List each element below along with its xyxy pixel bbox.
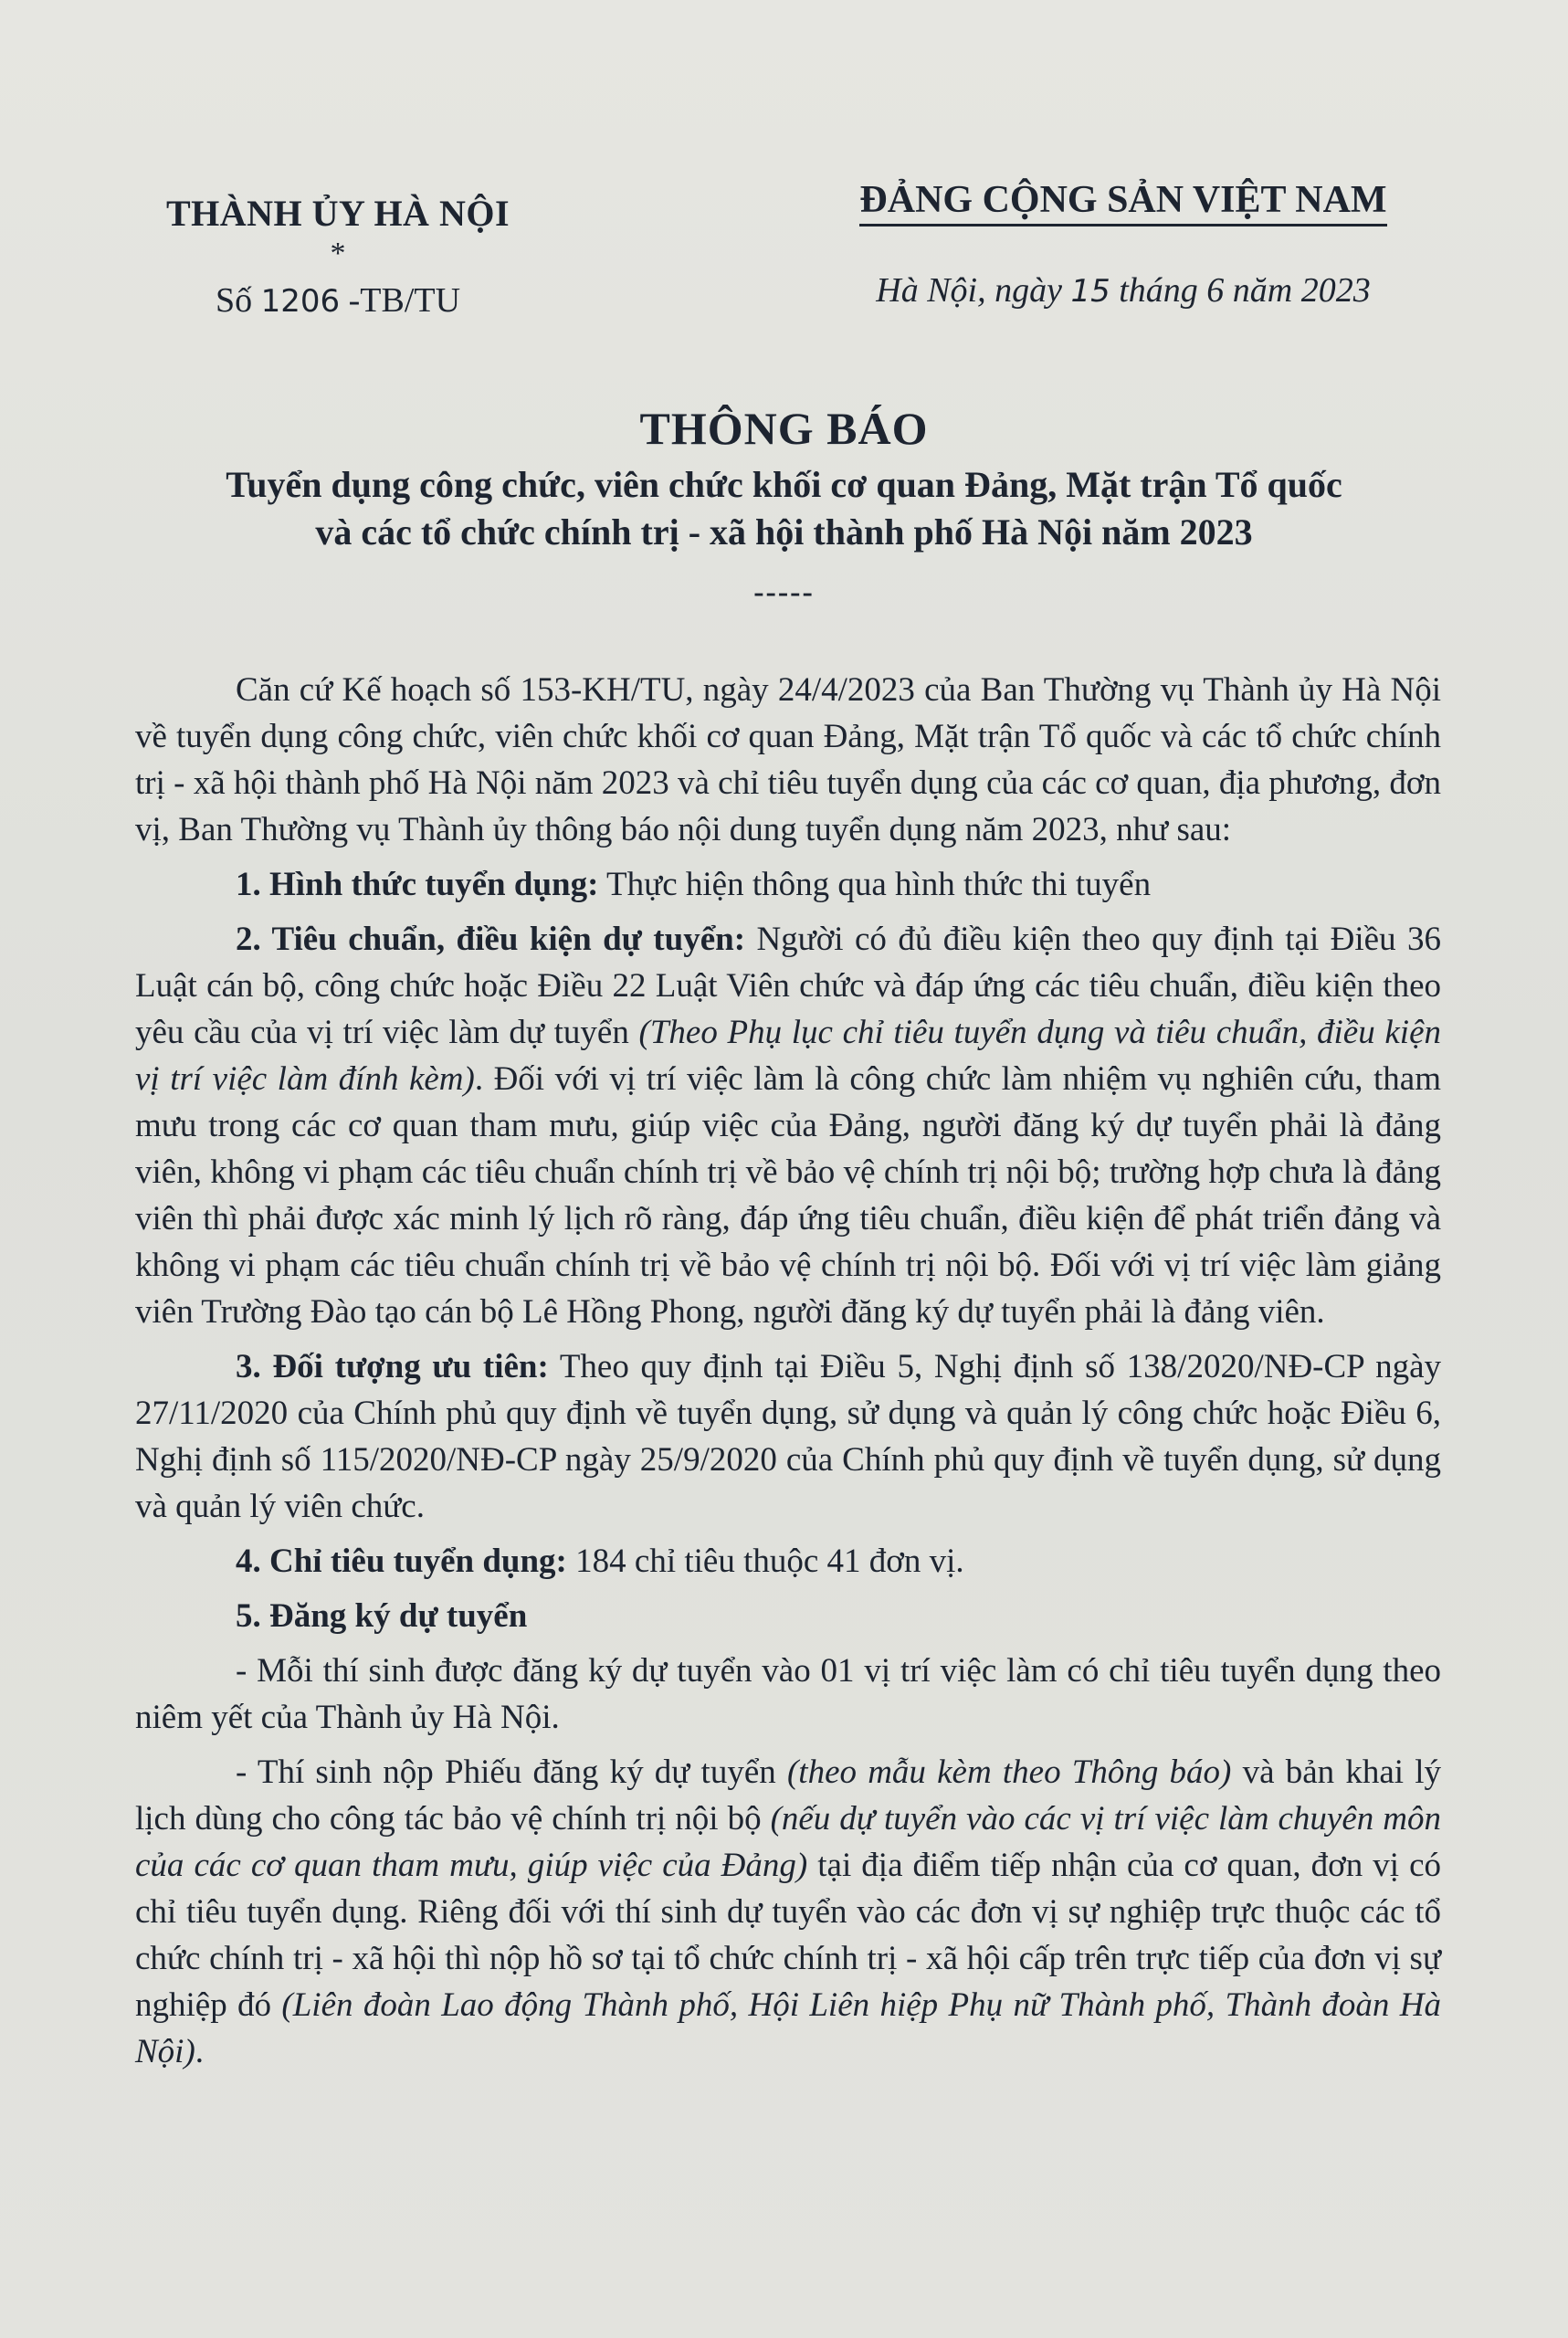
document-title: THÔNG BÁO [639, 403, 929, 454]
section-1-heading: 1. Hình thức tuyển dụng: [236, 866, 599, 903]
section-5 [135, 1593, 1441, 1639]
s5-p2-part-b: và bản khai lý lịch dùng cho công tác bảo vệ chính trị nội bộ [135, 1754, 1441, 1838]
section-3 [135, 1343, 1441, 1530]
issuer-block [137, 192, 539, 321]
document-subtitle [91, 461, 1477, 556]
subtitle-line-2: và các tổ chức chính trị - xã hội thành phố Hà Nội năm 2023 [315, 511, 1253, 553]
section-1-text: Thực hiện thông qua hình thức thi tuyển [598, 866, 1152, 903]
section-2 [135, 916, 1441, 1335]
date-suffix: tháng 6 năm 2023 [1110, 271, 1371, 310]
section-1 [135, 861, 1441, 908]
doc-number-suffix: -TB/TU [340, 281, 461, 320]
s5-p2-italic-1: (theo mẫu kèm theo Thông báo) [786, 1754, 1232, 1791]
section-2-text-2: . Đối với vị trí việc làm là công chức làm nhiệm vụ nghiên cứu, tham mưu trong các cơ quan tham mưu, giúp việc của Đảng, người đăng ký dự tuyển phải là đảng viên, không vi phạm các tiêu chuẩn chính trị về bảo vệ chính trị nội bộ; trường hợp chưa là đảng viên thì phải được xác minh lý lịch rõ ràng, đáp ứng tiêu chuẩn, điều kiện để phát triển đảng và không vi phạm các tiêu chuẩn chính trị về bảo vệ chính trị nội bộ. Đối với vị trí việc làm giảng viên Trường Đào tạo cán bộ Lê Hồng Phong, người đăng ký dự tuyển phải là đảng viên. [135, 1060, 1441, 1331]
s5-p2-part-d: . [195, 2033, 205, 2070]
intro-paragraph: Căn cứ Kế hoạch số 153-KH/TU, ngày 24/4/2023 của Ban Thường vụ Thành ủy Hà Nội về tuyển dụng công chức, viên chức khối cơ quan Đảng, Mặt trận Tổ quốc và các tổ chức chính trị - xã hội thành phố Hà Nội năm 2023 và chỉ tiêu tuyển dụng của các cơ quan, địa phương, đơn vị, Ban Thường vụ Thành ủy thông báo nội dung tuyển dụng năm 2023, như sau: [135, 671, 1441, 848]
issue-date [804, 270, 1443, 311]
s5-p2-italic-2: (nếu dự tuyển vào các vị trí việc làm chuyên môn của các cơ quan tham mưu, giúp việc của Đảng) [135, 1800, 1441, 1884]
section-2-italic: (Theo Phụ lục chỉ tiêu tuyển dụng và tiêu chuẩn, điều kiện vị trí việc làm đính kèm) [135, 1014, 1441, 1098]
document-number [137, 280, 539, 321]
section-5-paragraph-2 [135, 1749, 1441, 2075]
subtitle-line-1: Tuyển dụng công chức, viên chức khối cơ quan Đảng, Mặt trận Tổ quốc [226, 464, 1342, 505]
document-body [135, 667, 1441, 2083]
section-5-paragraph-1: - Mỗi thí sinh được đăng ký dự tuyển vào 01 vị trí việc làm có chỉ tiêu tuyển dụng theo niêm yết của Thành ủy Hà Nội. [135, 1652, 1441, 1736]
issuer-name: THÀNH ỦY HÀ NỘI [165, 193, 510, 234]
party-name: ĐẢNG CỘNG SẢN VIỆT NAM [859, 178, 1386, 226]
section-3-heading: 3. Đối tượng ưu tiên: [236, 1348, 549, 1385]
s5-p2-part-a: - Thí sinh nộp Phiếu đăng ký dự tuyển [236, 1754, 787, 1791]
section-3-text: Theo quy định tại Điều 5, Nghị định số 138/2020/NĐ-CP ngày 27/11/2020 của Chính phủ quy định về tuyển dụng, sử dụng và quản lý công chức hoặc Điều 6, Nghị định số 115/2020/NĐ-CP ngày 25/9/2020 của Chính phủ quy định về tuyển dụng, sử dụng và quản lý viên chức. [135, 1348, 1441, 1525]
separator: ----- [753, 575, 815, 609]
s5-p2-italic-3: (Liên đoàn Lao động Thành phố, Hội Liên hiệp Phụ nữ Thành phố, Thành đoàn Hà Nội) [135, 1986, 1441, 2070]
section-5-heading: 5. Đăng ký dự tuyển [236, 1597, 528, 1635]
s5-p2-part-c: tại địa điểm tiếp nhận của cơ quan, đơn vị có chỉ tiêu tuyển dụng. Riêng đối với thí sinh dự tuyển vào các đơn vị sự nghiệp trực thuộc các tổ chức chính trị - xã hội thì nộp hồ sơ tại tổ chức chính trị - xã hội cấp trên trực tiếp của đơn vị sự nghiệp đó [135, 1847, 1441, 2024]
section-4 [135, 1538, 1441, 1585]
party-block [804, 178, 1443, 311]
doc-number-prefix: Số [215, 281, 261, 320]
section-2-heading: 2. Tiêu chuẩn, điều kiện dự tuyển: [236, 921, 746, 958]
section-2-text-1: Người có đủ điều kiện theo quy định tại Điều 36 Luật cán bộ, công chức hoặc Điều 22 Luật Viên chức và đáp ứng các tiêu chuẩn, điều kiện theo yêu cầu của vị trí việc làm dự tuyển [135, 921, 1441, 1051]
section-4-text: 184 chỉ tiêu thuộc 41 đơn vị. [566, 1543, 964, 1580]
section-4-heading: 4. Chỉ tiêu tuyển dụng: [236, 1543, 567, 1580]
date-prefix: Hà Nội, ngày [876, 271, 1071, 310]
star-mark: * [330, 237, 346, 270]
date-day-handwritten: 15 [1070, 273, 1110, 310]
doc-number-handwritten: 1206 [260, 283, 341, 320]
